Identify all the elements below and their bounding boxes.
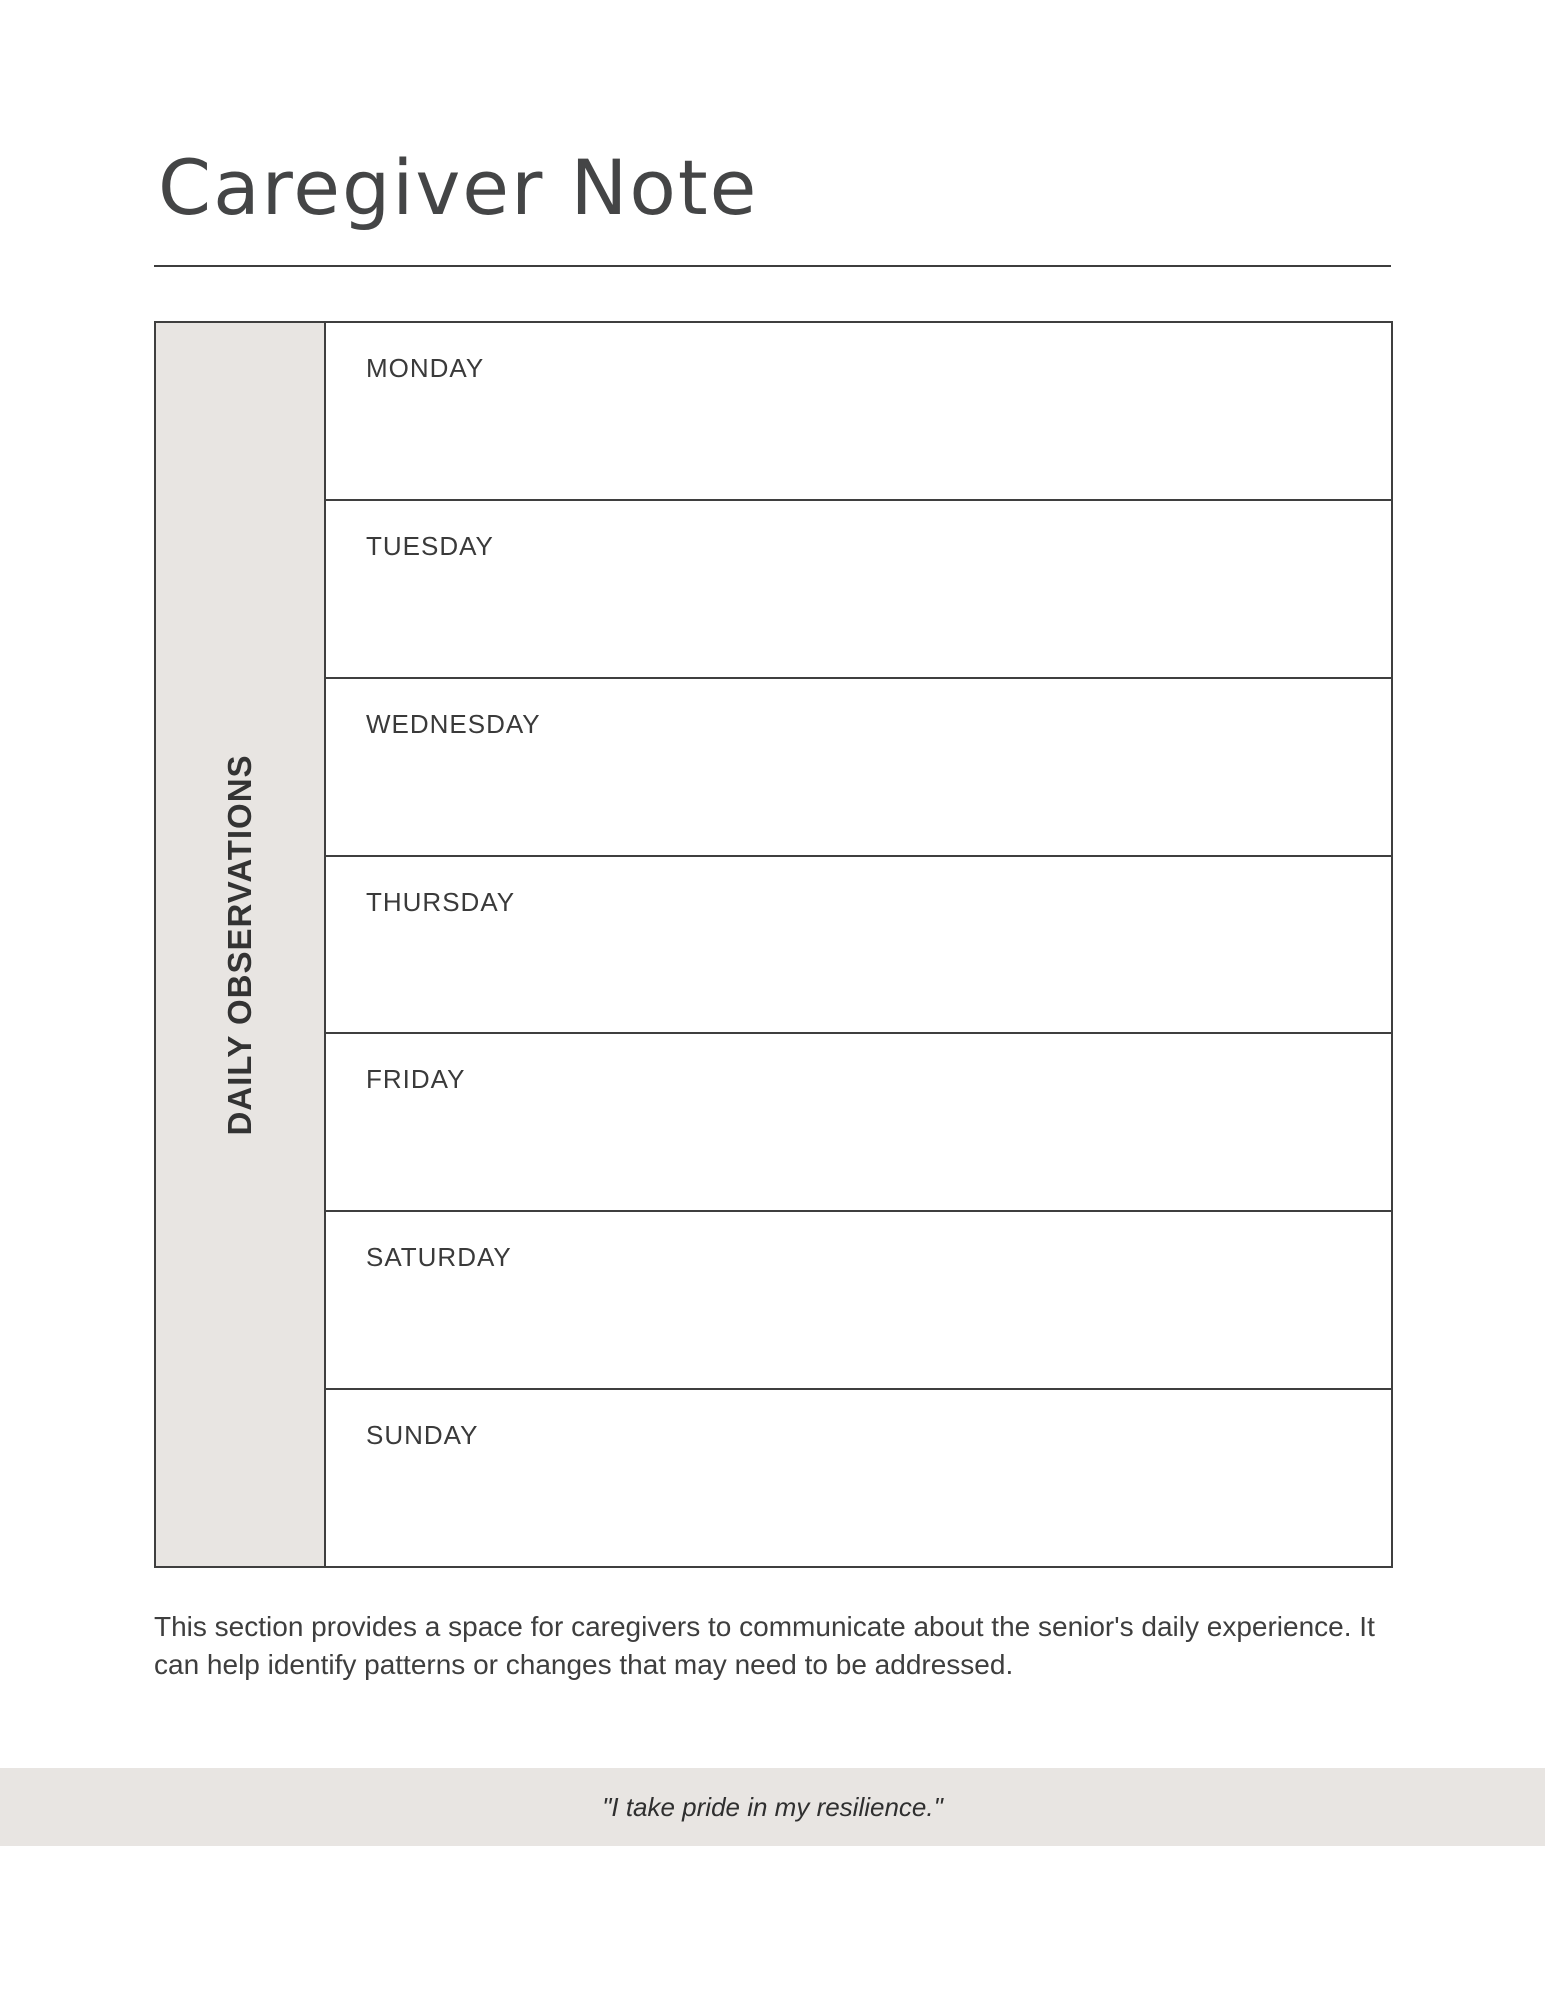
day-label: FRIDAY xyxy=(366,1064,466,1095)
quote-text: "I take pride in my resilience." xyxy=(602,1791,943,1822)
title-divider xyxy=(154,265,1391,267)
day-label: WEDNESDAY xyxy=(366,708,541,739)
day-label: SUNDAY xyxy=(366,1420,479,1451)
day-label: THURSDAY xyxy=(366,886,516,917)
sidebar-label: DAILY OBSERVATIONS xyxy=(221,753,258,1136)
day-row-tuesday[interactable] xyxy=(326,501,1391,679)
day-row-monday[interactable] xyxy=(326,323,1391,501)
day-rows xyxy=(326,323,1391,1566)
day-label: TUESDAY xyxy=(366,530,494,561)
day-row-friday[interactable] xyxy=(326,1034,1391,1212)
quote-band xyxy=(0,1768,1545,1846)
day-row-thursday[interactable] xyxy=(326,857,1391,1035)
day-row-sunday[interactable] xyxy=(326,1390,1391,1566)
page-title: Caregiver Note xyxy=(158,143,759,232)
day-label: SATURDAY xyxy=(366,1242,512,1273)
description-text: This section provides a space for caregivers to communicate about the senior's daily experience. It can help identify patterns or changes that may need to be addressed. xyxy=(154,1611,1375,1680)
day-row-wednesday[interactable] xyxy=(326,679,1391,857)
daily-observations-table xyxy=(154,321,1393,1568)
sidebar-column xyxy=(156,323,326,1566)
day-label: MONDAY xyxy=(366,353,485,383)
day-row-saturday[interactable] xyxy=(326,1212,1391,1390)
